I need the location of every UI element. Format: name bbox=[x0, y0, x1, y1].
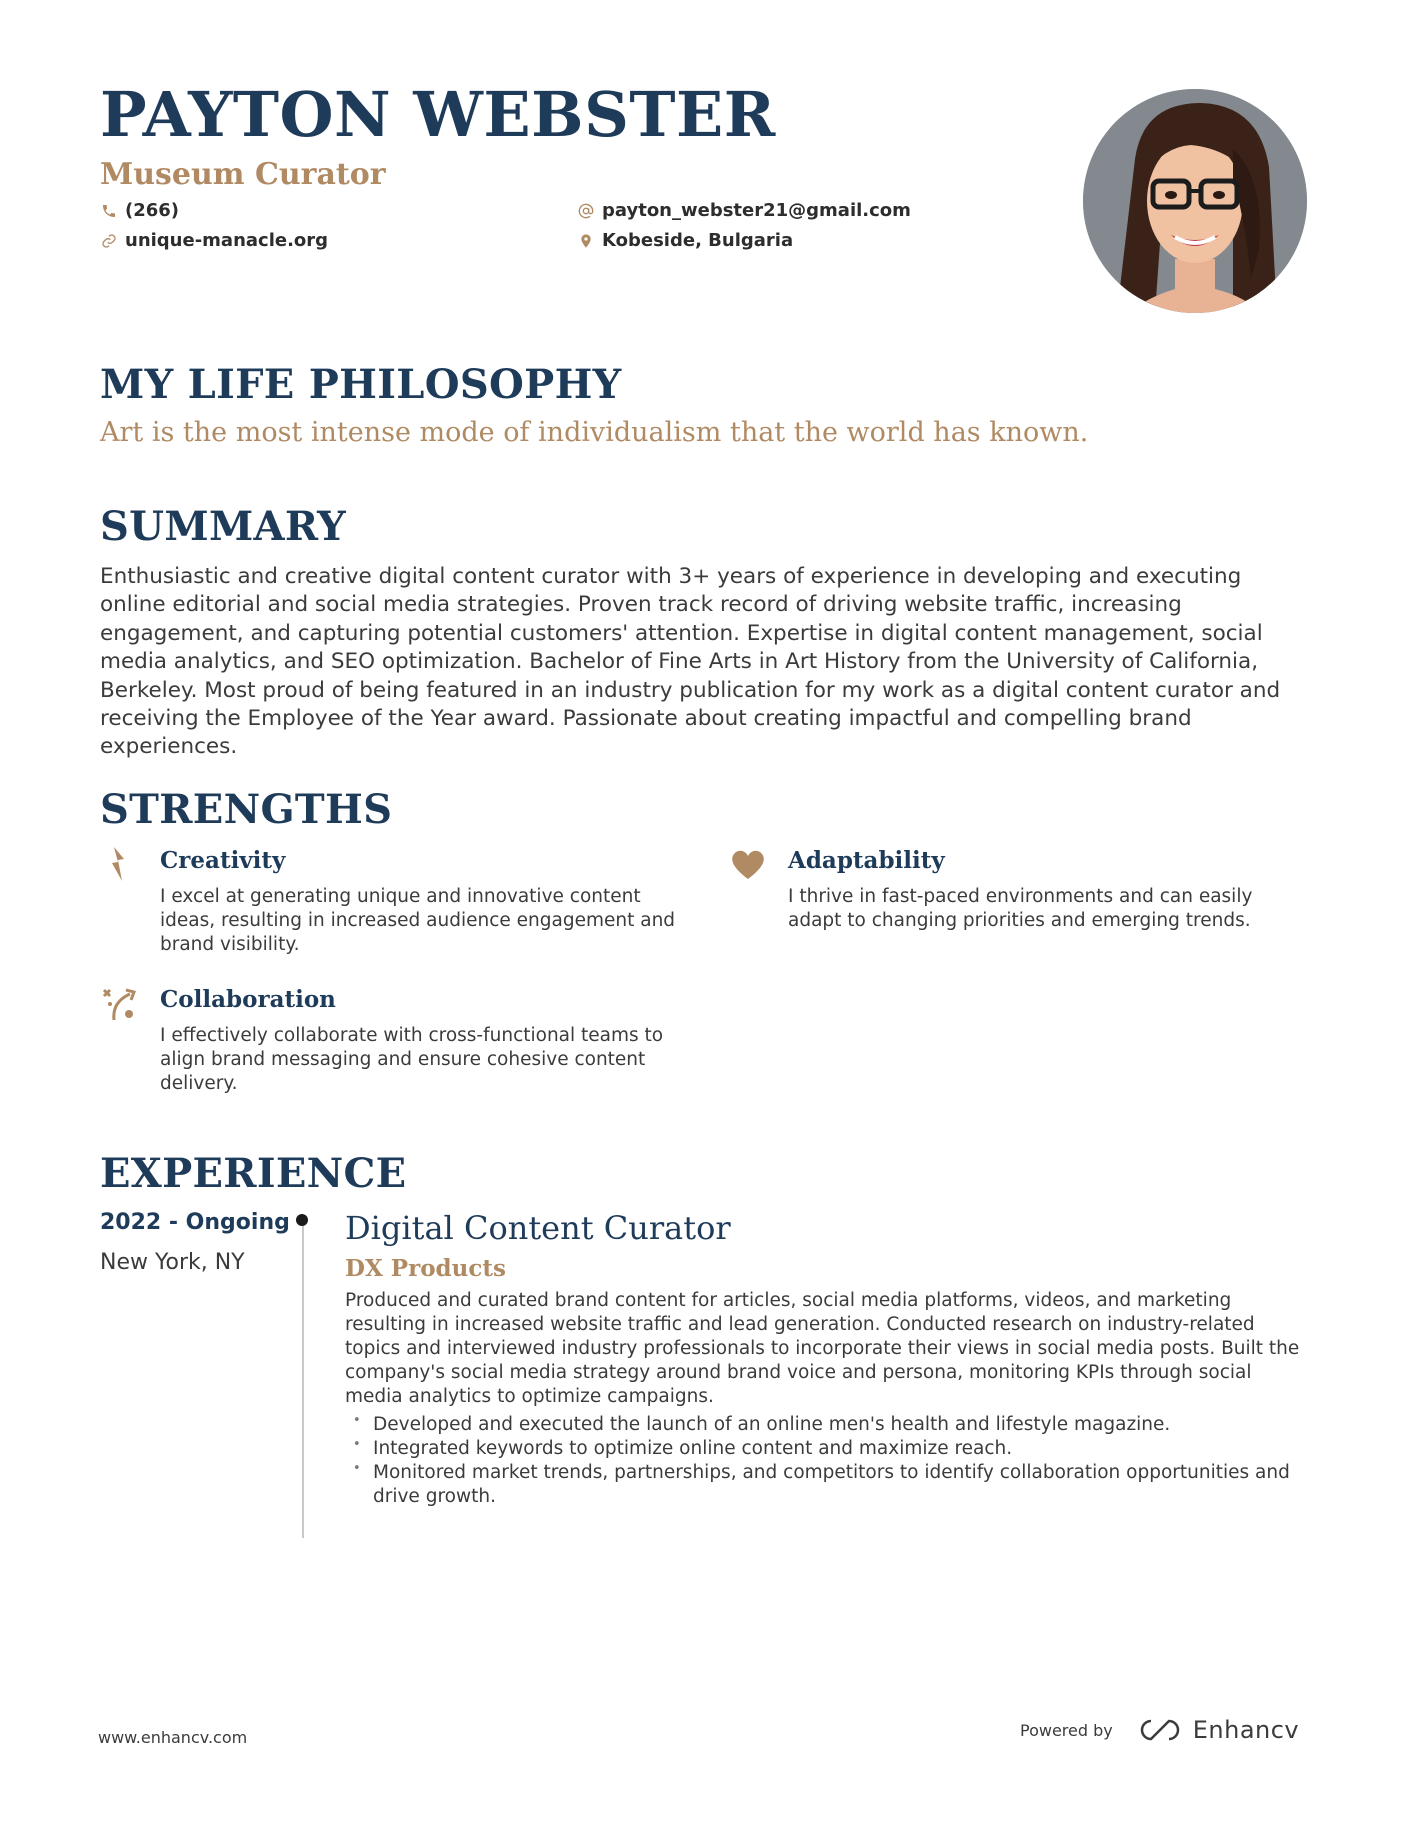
location-text: Kobeside, Bulgaria bbox=[602, 230, 794, 251]
experience-date: 2022 - Ongoing bbox=[100, 1210, 290, 1235]
list-item: • Developed and executed the launch of an online men's health and lifestyle magazine. bbox=[345, 1413, 1310, 1437]
email-text[interactable]: payton_webster21@gmail.com bbox=[602, 200, 911, 221]
strategy-icon bbox=[100, 984, 140, 1024]
footer-site[interactable]: www.enhancv.com bbox=[98, 1728, 248, 1747]
job-title: Museum Curator bbox=[100, 157, 386, 192]
website-text[interactable]: unique-manacle.org bbox=[125, 230, 329, 251]
experience-bullets bbox=[345, 1413, 1310, 1509]
timeline-line bbox=[302, 1220, 304, 1538]
link-icon bbox=[101, 233, 117, 249]
list-item: • Integrated keywords to optimize online content and maximize reach. bbox=[345, 1437, 1310, 1461]
enhancv-logo-icon bbox=[1137, 1717, 1183, 1743]
strength-desc: I excel at generating unique and innovative content ideas, resulting in increased audience engagement and brand visibility. bbox=[160, 886, 676, 956]
strength-title: Adaptability bbox=[788, 847, 945, 874]
strengths-heading: STRENGTHS bbox=[100, 786, 393, 833]
enhancv-logo[interactable] bbox=[1137, 1716, 1299, 1744]
strength-title: Creativity bbox=[160, 847, 286, 874]
location-pin-icon bbox=[578, 233, 594, 249]
website-contact bbox=[101, 232, 328, 250]
strength-title: Collaboration bbox=[160, 986, 336, 1013]
enhancv-brand-text: Enhancv bbox=[1192, 1716, 1300, 1744]
email-contact bbox=[578, 202, 911, 220]
phone-contact bbox=[101, 202, 179, 220]
location-contact bbox=[578, 232, 793, 250]
timeline-dot bbox=[296, 1214, 308, 1226]
candidate-name: PAYTON WEBSTER bbox=[100, 78, 776, 151]
experience-role: Digital Content Curator bbox=[345, 1209, 731, 1247]
experience-description: Produced and curated brand content for articles, social media platforms, videos, and marketing resulting in increased website traffic and lead generation. Conducted research on industry-related topics and interviewed industry professionals to incorporate their views in social media posts. Built the company's social media strategy around brand voice and persona, monitoring KPIs through social media analytics to optimize campaigns. bbox=[345, 1290, 1300, 1408]
strength-desc: I thrive in fast-paced environments and can easily adapt to changing priorities and emerging trends. bbox=[788, 886, 1253, 932]
heart-icon bbox=[728, 845, 768, 885]
philosophy-quote: Art is the most intense mode of individualism that the world has known. bbox=[100, 417, 1089, 448]
phone-text: (266) bbox=[125, 200, 180, 221]
experience-heading: EXPERIENCE bbox=[100, 1150, 407, 1197]
footer-branding bbox=[1020, 1716, 1299, 1744]
at-icon bbox=[578, 203, 594, 219]
powered-by-text: Powered by bbox=[1020, 1720, 1113, 1740]
lightning-icon bbox=[100, 845, 140, 885]
experience-location: New York, NY bbox=[100, 1250, 245, 1275]
summary-text: Enthusiastic and creative digital content curator with 3+ years of experience in developing and executing online editorial and social media strategies. Proven track record of driving website traffic, increasing engagement, and capturing potential customers' attention. Expertise in digital content management, social media analytics, and SEO optimization. Bachelor of Fine Arts in Art History from the University of California, Berkeley. Most proud of being featured in an industry publication for my work as a digital content curator and receiving the Employee of the Year award. Passionate about creating impactful and compelling brand experiences. bbox=[100, 564, 1281, 760]
philosophy-heading: MY LIFE PHILOSOPHY bbox=[100, 361, 622, 408]
phone-icon bbox=[101, 203, 117, 219]
profile-photo bbox=[1083, 89, 1307, 313]
summary-heading: SUMMARY bbox=[100, 503, 347, 550]
list-item: • Monitored market trends, partnerships, and competitors to identify collaboration opportunities and drive growth. bbox=[345, 1461, 1310, 1509]
strength-desc: I effectively collaborate with cross-functional teams to align brand messaging and ensure cohesive content delivery. bbox=[160, 1025, 664, 1095]
experience-company: DX Products bbox=[345, 1255, 506, 1282]
